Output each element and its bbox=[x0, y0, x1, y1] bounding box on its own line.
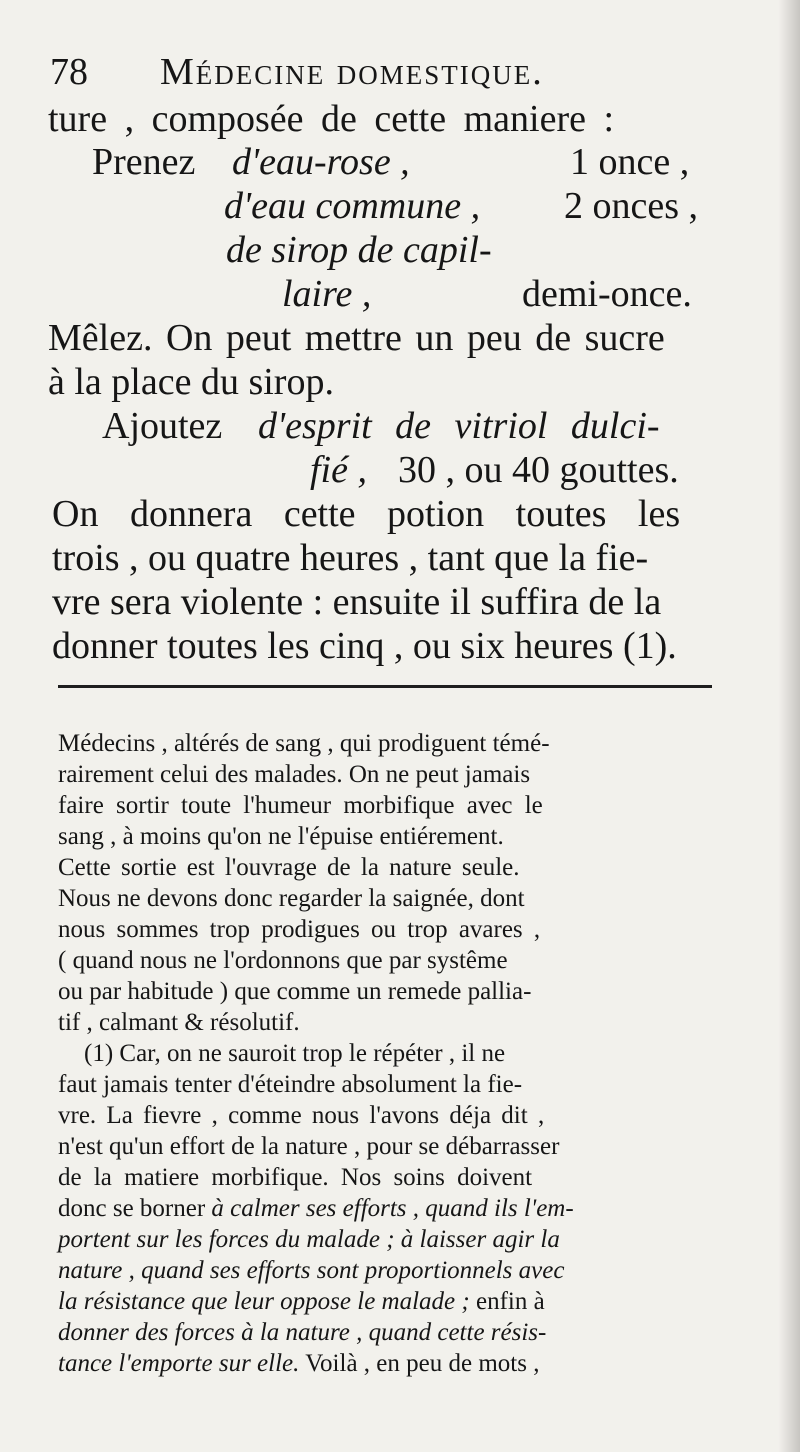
footnote-line: n'est qu'un effort de la nature , pour se débarrasser bbox=[58, 1133, 560, 1160]
recipe-quantity: 1 once , bbox=[570, 141, 690, 183]
recipe-item: d'eau-rose , bbox=[232, 141, 410, 183]
footnote-line: sang , à moins qu'on ne l'épuise entiérement. bbox=[58, 823, 504, 850]
footnote-line: vre. La fievre , comme nous l'avons déja dit , bbox=[58, 1102, 545, 1129]
footnote-line: rairement celui des malades. On ne peut jamais bbox=[58, 761, 531, 788]
running-title: Médecine domestique. bbox=[160, 51, 544, 93]
text-line: vre sera violente : ensuite il suffira de la bbox=[52, 581, 662, 623]
recipe-item: laire , bbox=[282, 273, 372, 315]
page-edge-shadow bbox=[778, 0, 800, 1452]
footnote-line: Nous ne devons donc regarder la saignée, dont bbox=[58, 885, 525, 912]
footnote-line: faire sortir toute l'humeur morbifique avec le bbox=[58, 792, 543, 819]
footnote-line: la résistance que leur oppose le malade ; enfin à bbox=[58, 1288, 545, 1315]
recipe-item: d'eau commune , bbox=[224, 185, 481, 227]
text-line: Mêlez. On peut mettre un peu de sucre bbox=[48, 317, 665, 359]
footnote-line: Cette sortie est l'ouvrage de la nature seule. bbox=[58, 854, 520, 881]
text-line: donner toutes les cinq , ou six heures (1). bbox=[52, 625, 677, 667]
page-number: 78 bbox=[50, 51, 88, 93]
footnote-line: nature , quand ses efforts sont proportionnels avec bbox=[58, 1257, 565, 1284]
footnote-line: de la matiere morbifique. Nos soins doivent bbox=[58, 1164, 533, 1191]
footnote-line: faut jamais tenter d'éteindre absolument la fie- bbox=[58, 1071, 523, 1098]
footnote-line: nous sommes trop prodigues ou trop avares , bbox=[58, 916, 541, 943]
text-line: ture , composée de cette maniere : bbox=[48, 98, 615, 140]
recipe-verb: Prenez bbox=[92, 141, 196, 183]
recipe-item: de sirop de capil- bbox=[226, 229, 492, 271]
text-line: à la place du sirop. bbox=[48, 361, 334, 403]
text-line-item: fié , bbox=[310, 449, 367, 491]
text-line-quantity: 30 , ou 40 gouttes. bbox=[398, 449, 679, 491]
footnote-line: portent sur les forces du malade ; à laisser agir la bbox=[58, 1226, 560, 1253]
recipe-quantity: 2 onces , bbox=[564, 185, 699, 227]
footnote-line: donner des forces à la nature , quand cette résis- bbox=[58, 1319, 547, 1346]
footnote-line: ou par habitude ) que comme un remede pallia- bbox=[58, 978, 532, 1005]
recipe-quantity: demi-once. bbox=[522, 273, 692, 315]
footnote-line: tance l'emporte sur elle. Voilà , en peu de mots , bbox=[58, 1350, 540, 1377]
text-line: trois , ou quatre heures , tant que la fie- bbox=[52, 537, 649, 579]
footnote-line: donc se borner à calmer ses efforts , quand ils l'em- bbox=[58, 1195, 574, 1222]
footnote-line: Médecins , altérés de sang , qui prodiguent témé- bbox=[58, 730, 550, 757]
footnote-line: tif , calmant & résolutif. bbox=[58, 1009, 300, 1036]
text-line-item: d'esprit de vitriol dulci- bbox=[258, 405, 660, 447]
text-line: On donnera cette potion toutes les bbox=[52, 493, 681, 535]
footnote-line: ( quand nous ne l'ordonnons que par systême bbox=[58, 947, 508, 974]
text-line-verb: Ajoutez bbox=[102, 405, 223, 447]
footnote-line: (1) Car, on ne sauroit trop le répéter , il ne bbox=[84, 1040, 506, 1067]
footnote-separator bbox=[58, 685, 712, 688]
